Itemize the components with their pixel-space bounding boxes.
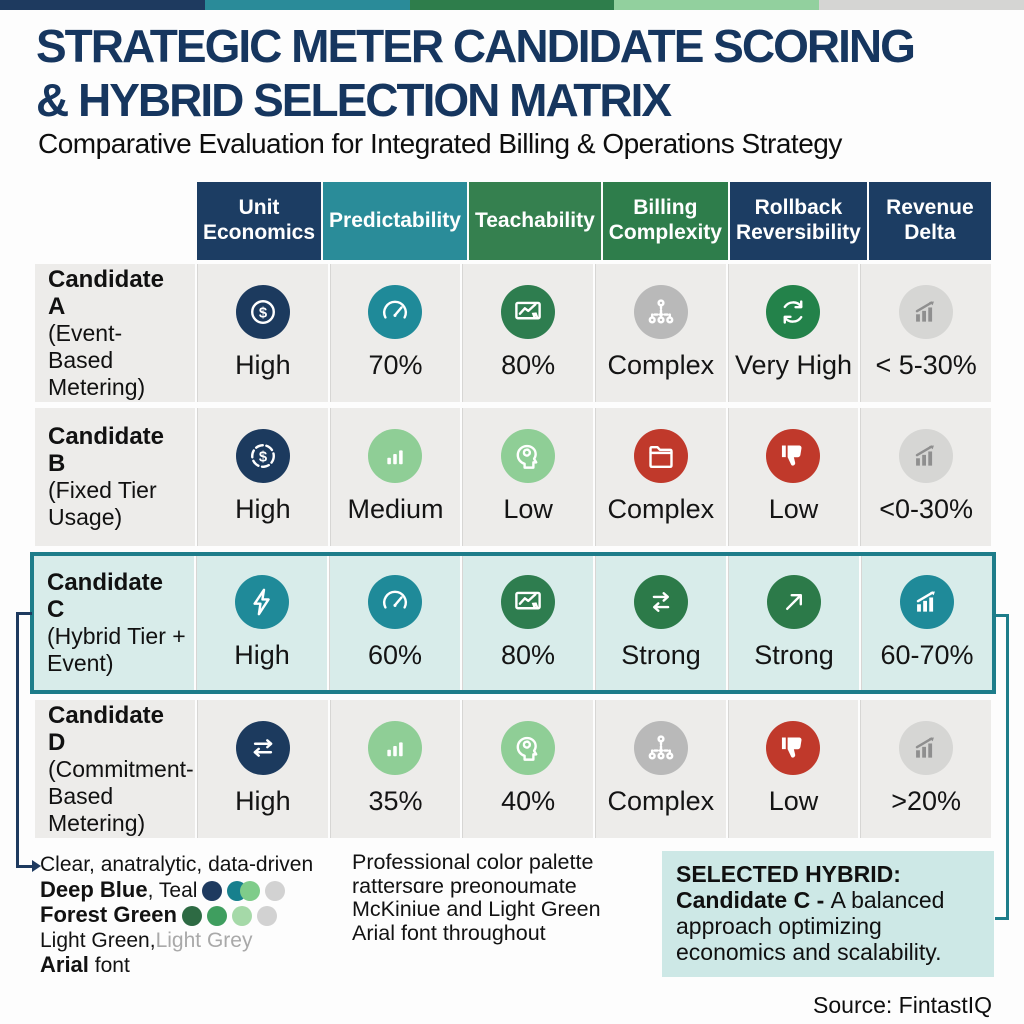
- scoring-matrix: [35, 182, 991, 838]
- green-dot-row: [177, 904, 277, 927]
- presentation-icon: [501, 285, 555, 339]
- cell-value: 35%: [368, 786, 423, 816]
- head-icon: [501, 721, 555, 775]
- matrix-cell: [861, 556, 992, 690]
- selected-hybrid-candidate: Candidate C -: [676, 887, 831, 913]
- page-subtitle: Comparative Evaluation for Integrated Billing & Operations Strategy: [38, 128, 842, 159]
- candidate-name: Candidate D: [48, 701, 165, 756]
- cell-value: 70%: [368, 350, 423, 380]
- legend-color-dot: [232, 906, 252, 926]
- matrix-cell: [462, 556, 593, 690]
- thumbs-down-icon: [766, 429, 820, 483]
- matrix-cell: [196, 556, 327, 690]
- column-header-predictability: Predictability: [323, 182, 467, 260]
- matrix-cell: [728, 408, 859, 546]
- matrix-cell: [197, 408, 328, 546]
- matrix-row-candidate-a: [35, 264, 991, 402]
- chart-up-icon: [900, 575, 954, 629]
- right-connector-vertical: [1006, 614, 1009, 920]
- note-line: McKiniue and Light Green: [352, 897, 601, 921]
- matrix-body: [35, 264, 991, 838]
- matrix-header-row: [35, 182, 991, 260]
- matrix-cell: [728, 700, 859, 838]
- legend-text: Clear, anatralytic, data-driven: [40, 853, 314, 876]
- gauge-icon: [368, 575, 422, 629]
- cell-value: High: [235, 494, 291, 524]
- matrix-cell: [329, 556, 460, 690]
- thumbs-down-icon: [766, 721, 820, 775]
- legend-color-dot: [202, 881, 222, 901]
- legend-teal-label: , Teal: [147, 878, 198, 902]
- candidate-description: (Event-Based Metering): [48, 319, 146, 400]
- matrix-cell: [860, 408, 991, 546]
- column-header-billing-complexity: Billing Complexity: [603, 182, 728, 260]
- org-chart-icon: [634, 285, 688, 339]
- cell-value: <0-30%: [879, 494, 974, 524]
- matrix-row-candidate-d: [35, 700, 991, 838]
- note-line: Professional color palette: [352, 850, 594, 874]
- source-credit: Source: FintastIQ: [813, 992, 992, 1018]
- cell-value: >20%: [891, 786, 962, 816]
- legend-arial-label: Arial: [40, 952, 89, 977]
- cell-value: 80%: [500, 640, 556, 670]
- bars-icon: [368, 429, 422, 483]
- column-header-revenue-delta: Revenue Delta: [869, 182, 991, 260]
- style-legend: [40, 853, 313, 979]
- matrix-cell: [197, 264, 328, 402]
- selected-hybrid-callout: [662, 851, 994, 977]
- title-line-1: STRATEGIC METER CANDIDATE SCORING: [36, 20, 914, 72]
- top-bar-segment: [410, 0, 615, 10]
- cell-value: < 5-30%: [875, 350, 977, 380]
- lightning-icon: [235, 575, 289, 629]
- note-line: Arial font throughout: [352, 920, 546, 945]
- matrix-cell: [728, 264, 859, 402]
- right-connector-bottom: [995, 917, 1009, 920]
- cell-value: 40%: [501, 786, 556, 816]
- svg-text:$: $: [258, 305, 267, 322]
- candidate-label: [35, 264, 195, 402]
- matrix-cell: [462, 700, 593, 838]
- legend-line-3: [40, 903, 313, 929]
- matrix-row-candidate-b: [35, 408, 991, 546]
- left-connector-bottom: [16, 865, 32, 868]
- legend-color-dot: [240, 881, 260, 901]
- selected-hybrid-text: A balanced approach optimizing economics and scalability.: [676, 887, 945, 965]
- matrix-cell: [462, 408, 593, 546]
- candidate-label: [34, 556, 194, 690]
- candidate-label: [35, 408, 195, 546]
- matrix-cell: [728, 556, 859, 690]
- cell-value: Strong: [754, 640, 834, 670]
- dollar-circle-icon: [236, 285, 290, 339]
- chart-up-icon: [899, 721, 953, 775]
- cell-value: Strong: [621, 640, 701, 670]
- cell-value: 60%: [367, 640, 423, 670]
- candidate-name: Candidate C: [47, 569, 164, 623]
- legend-deep-blue-label: Deep Blue: [40, 876, 148, 902]
- matrix-cell: [595, 408, 726, 546]
- cell-value: Medium: [347, 494, 444, 524]
- matrix-cell: [860, 264, 991, 402]
- cell-value: Very High: [734, 350, 853, 380]
- legend-line-1: [40, 853, 313, 878]
- cell-value: 60-70%: [880, 640, 974, 670]
- matrix-cell: [595, 700, 726, 838]
- matrix-cell: [462, 264, 593, 402]
- legend-light-green-label: Light Green,: [40, 928, 156, 952]
- legend-color-dot: [207, 906, 227, 926]
- candidate-description: (Hybrid Tier + Event): [47, 623, 186, 676]
- cell-value: 80%: [501, 350, 556, 380]
- chart-up-icon: [899, 285, 953, 339]
- swap-icon: [634, 575, 688, 629]
- chart-up-icon: [899, 429, 953, 483]
- folder-icon: [634, 429, 688, 483]
- left-connector-vertical: [16, 612, 19, 868]
- matrix-cell: [330, 264, 461, 402]
- cell-value: Complex: [607, 786, 715, 816]
- cell-value: Low: [503, 494, 553, 524]
- svg-text:$: $: [258, 449, 267, 466]
- legend-line-4: [40, 929, 313, 954]
- column-header-rollback-reversibility: Rollback Reversibility: [730, 182, 867, 260]
- top-bar-segment: [614, 0, 819, 10]
- legend-light-grey-label: Light Grey: [155, 928, 253, 952]
- matrix-cell: [330, 408, 461, 546]
- cell-value: Complex: [607, 350, 715, 380]
- cell-value: Low: [768, 786, 819, 816]
- legend-color-dot: [265, 881, 285, 901]
- arrow-up-right-icon: [767, 575, 821, 629]
- note-line: rattersɑre preonoumate: [352, 873, 577, 898]
- matrix-cell: [595, 556, 726, 690]
- top-bar-segment: [0, 0, 205, 10]
- blue-dot-row: [197, 879, 285, 902]
- head-icon: [501, 429, 555, 483]
- matrix-cell: [860, 700, 991, 838]
- title-line-2: & HYBRID SELECTION MATRIX: [36, 73, 671, 126]
- legend-line-5: [40, 953, 313, 979]
- presentation-icon: [501, 575, 555, 629]
- cycle-icon: [766, 285, 820, 339]
- cell-value: Low: [768, 494, 819, 524]
- column-header-unit-economics: Unit Economics: [197, 182, 321, 260]
- candidate-description: (Commitment-Based Metering): [48, 755, 194, 836]
- candidate-name: Candidate B: [48, 423, 165, 477]
- dollar-cycle-icon: [236, 429, 290, 483]
- top-bar-segment: [819, 0, 1024, 10]
- org-chart-icon: [634, 721, 688, 775]
- legend-color-dot: [257, 906, 277, 926]
- candidate-label: [35, 700, 195, 838]
- legend-forest-green-label: Forest Green: [40, 902, 177, 927]
- gauge-icon: [368, 285, 422, 339]
- column-header-teachability: Teachability: [469, 182, 601, 260]
- cell-value: High: [234, 640, 290, 670]
- legend-line-2: [40, 878, 313, 904]
- candidate-name: Candidate A: [48, 265, 165, 320]
- palette-notes: [352, 851, 601, 945]
- matrix-cell: [330, 700, 461, 838]
- matrix-row-candidate-c: [30, 552, 996, 694]
- bars-icon: [368, 721, 422, 775]
- top-bar-segment: [205, 0, 410, 10]
- cell-value: Complex: [607, 494, 715, 524]
- header-empty-cell: [35, 182, 195, 260]
- legend-color-dot: [182, 906, 202, 926]
- selected-hybrid-heading: SELECTED HYBRID:: [676, 861, 901, 887]
- top-color-bar: [0, 0, 1024, 10]
- cell-value: High: [235, 350, 291, 380]
- page-title: [36, 20, 914, 128]
- candidate-description: (Fixed Tier Usage): [48, 477, 157, 530]
- cell-value: High: [235, 786, 291, 816]
- legend-font-label: font: [88, 954, 130, 977]
- matrix-cell: [197, 700, 328, 838]
- matrix-cell: [595, 264, 726, 402]
- transfer-icon: [236, 721, 290, 775]
